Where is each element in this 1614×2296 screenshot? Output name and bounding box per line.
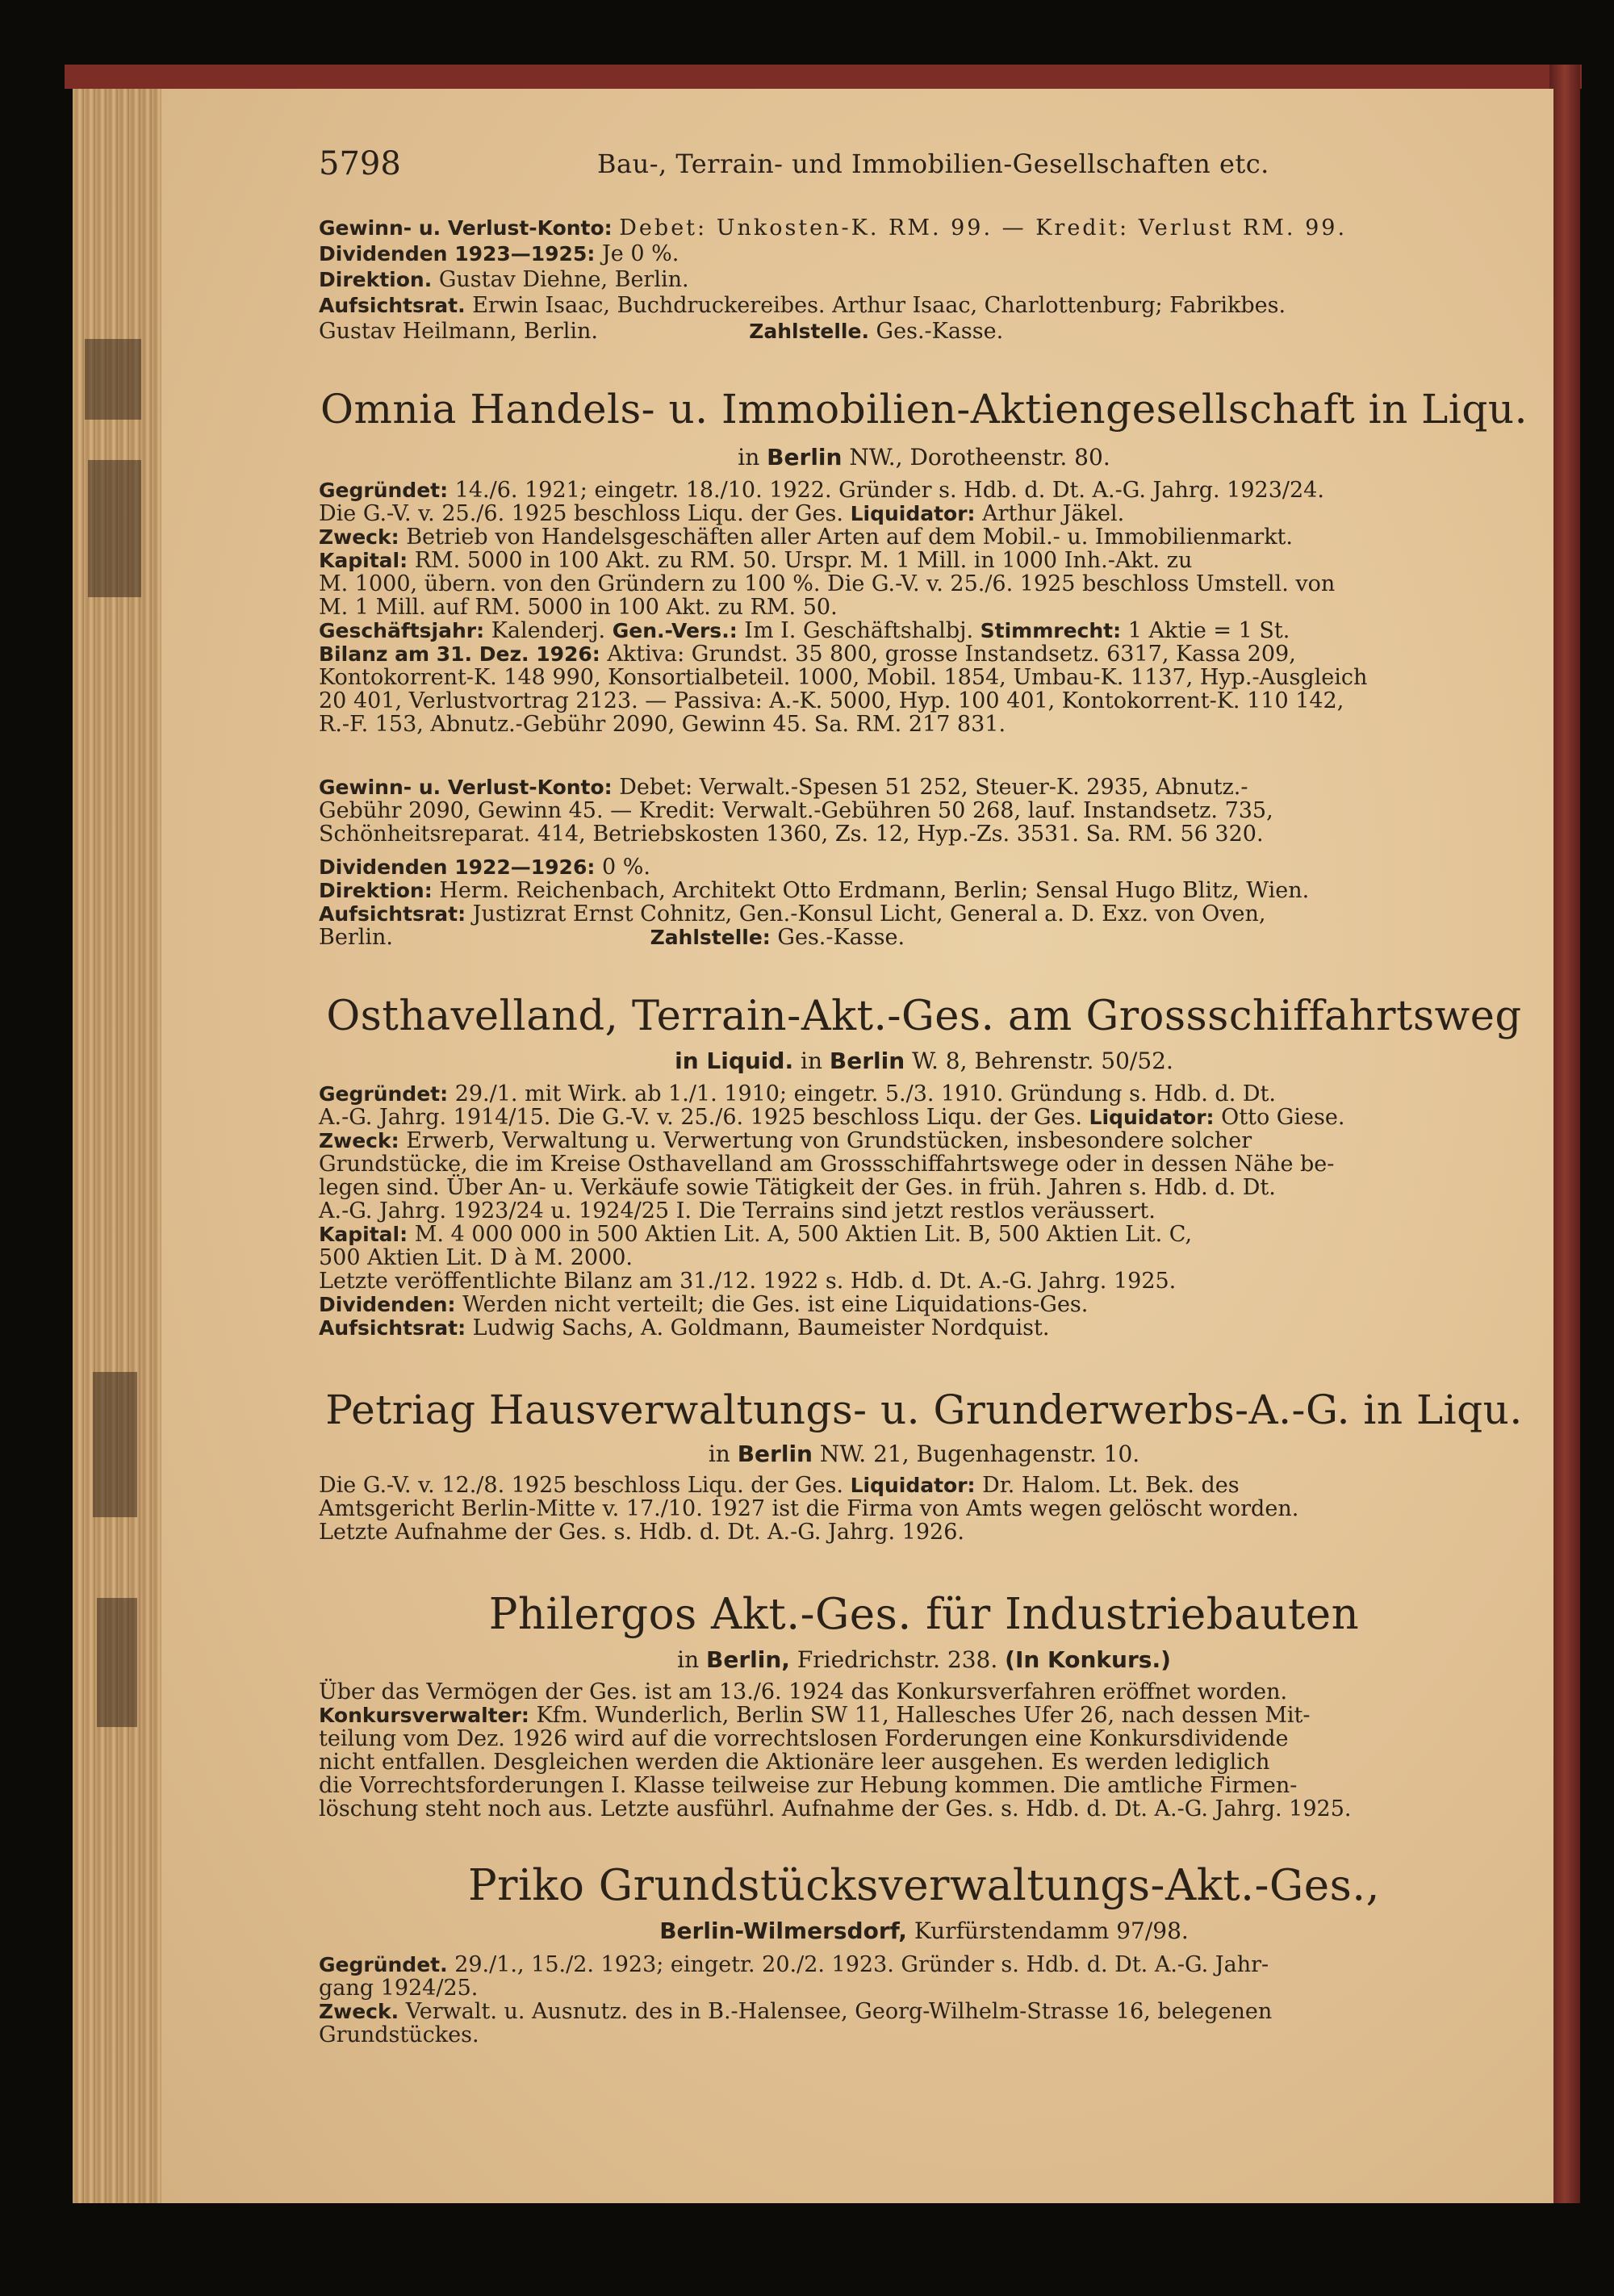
text-line: R.-F. 153, Abnutz.-Gebühr 2090, Gewinn 45. Sa. RM. 217 831. [319, 712, 1006, 737]
text-line: Letzte veröffentlichte Bilanz am 31./12. 1922 s. Hdb. d. Dt. A.-G. Jahrg. 1925. [319, 1269, 1177, 1294]
text-line: Die G.-V. v. 25./6. 1925 beschloss Liqu. der Ges. Liquidator: Arthur Jäkel. [319, 501, 1125, 526]
text-line: löschung steht noch aus. Letzte ausführl. Aufnahme der Ges. s. Hdb. d. Dt. A.-G. Jahrg. 1925. [319, 1796, 1352, 1821]
text-line: Kontokorrent-K. 148 990, Konsortialbeteil. 1000, Mobil. 1854, Umbau-K. 1137, Hyp.-Ausgleich [319, 665, 1368, 690]
text-line: Grundstückes. [319, 2022, 479, 2047]
text-line: Aufsichtsrat: Ludwig Sachs, A. Goldmann, Baumeister Nordquist. [319, 1315, 1050, 1340]
priko-title: Priko Grundstücksverwaltungs-Akt.-Ges., [467, 1861, 1380, 1910]
text-line: Schönheitsreparat. 414, Betriebskosten 1360, Zs. 12, Hyp.-Zs. 3531. Sa. RM. 56 320. [319, 822, 1264, 847]
text-line: die Vorrechtsforderungen I. Klasse teilweise zur Hebung kommen. Die amtliche Firmen- [319, 1773, 1298, 1798]
philergos-title: Philergos Akt.-Ges. für Industriebauten [488, 1590, 1360, 1639]
prev-dividenden-line: Dividenden 1923—1925: Je 0 %. [319, 241, 679, 266]
text-line: 500 Aktien Lit. D à M. 2000. [319, 1245, 633, 1270]
text-line: Kapital: M. 4 000 000 in 500 Aktien Lit. A, 500 Aktien Lit. B, 500 Aktien Lit. C, [319, 1222, 1193, 1247]
text-line: nicht entfallen. Desgleichen werden die Aktionäre leer ausgehen. Es werden lediglich [319, 1750, 1270, 1775]
text-line: Zweck. Verwalt. u. Ausnutz. des in B.-Halensee, Georg-Wilhelm-Strasse 16, belegenen [319, 1999, 1273, 2024]
running-header [319, 145, 1529, 194]
text-line: Gebühr 2090, Gewinn 45. — Kredit: Verwalt.-Gebühren 50 268, lauf. Instandsetz. 735, [319, 798, 1273, 823]
text-line: Geschäftsjahr: Kalenderj. Gen.-Vers.: Im I. Geschäftshalbj. Stimmrecht: 1 Aktie = 1 St. [319, 618, 1290, 643]
book-cover-right-edge [1549, 65, 1580, 2203]
osthavelland-subtitle: in Liquid. in Berlin W. 8, Behrenstr. 50/52. [675, 1048, 1173, 1074]
prev-aufsichtsrat-line-2: Gustav Heilmann, Berlin. Zahlstelle. Ges.-Kasse. [319, 319, 1004, 344]
priko-subtitle: Berlin-Wilmersdorf, Kurfürstendamm 97/98. [659, 1918, 1189, 1944]
text-line: M. 1 Mill. auf RM. 5000 in 100 Akt. zu RM. 50. [319, 595, 838, 620]
text-line: Gewinn- u. Verlust-Konto: Debet: Verwalt.-Spesen 51 252, Steuer-K. 2935, Abnutz.- [319, 775, 1248, 800]
text-line: teilung vom Dez. 1926 wird auf die vorrechtslosen Forderungen eine Konkursdividende [319, 1726, 1289, 1751]
text-line: Zweck: Betrieb von Handelsgeschäften aller Arten auf dem Mobil.- u. Immobilienmarkt. [319, 525, 1293, 550]
text-line: Aufsichtsrat: Justizrat Ernst Cohnitz, Gen.-Konsul Licht, General a. D. Exz. von Oven, [319, 901, 1266, 926]
omnia-subtitle: in Berlin NW., Dorotheenstr. 80. [738, 444, 1110, 470]
text-line: Zweck: Erwerb, Verwaltung u. Verwertung von Grundstücken, insbesondere solcher [319, 1128, 1252, 1153]
prev-gewinn-line: Gewinn- u. Verlust-Konto: Debet: Unkosten-K. RM. 99. — Kredit: Verlust RM. 99. [319, 215, 1348, 240]
text-line: Dividenden: Werden nicht verteilt; die Ges. ist eine Liquidations-Ges. [319, 1292, 1089, 1317]
page-number: 5798 [319, 145, 401, 182]
text-line: Grundstücke, die im Kreise Osthavelland am Grossschiffahrtswege oder in dessen Nähe be- [319, 1152, 1335, 1177]
text-line: Direktion: Herm. Reichenbach, Architekt Otto Erdmann, Berlin; Sensal Hugo Blitz, Wien. [319, 878, 1310, 903]
text-line: Konkursverwalter: Kfm. Wunderlich, Berlin SW 11, Hallesches Ufer 26, nach dessen Mit- [319, 1703, 1311, 1728]
text-line: Amtsgericht Berlin-Mitte v. 17./10. 1927 ist die Firma von Amts wegen gelöscht worden. [319, 1496, 1299, 1521]
text-line: 20 401, Verlustvortrag 2123. — Passiva: A.-K. 5000, Hyp. 100 401, Kontokorrent-K. 110 142, [319, 688, 1344, 713]
petriag-title: Petriag Hausverwaltungs- u. Grunderwerbs-A.-G. in Liqu. [325, 1386, 1523, 1433]
text-line: Gegründet. 29./1., 15./2. 1923; eingetr. 20./2. 1923. Gründer s. Hdb. d. Dt. A.-G. Jahr- [319, 1952, 1269, 1977]
osthavelland-title: Osthavelland, Terrain-Akt.-Ges. am Grossschiffahrtsweg [326, 993, 1522, 1040]
text-line: Dividenden 1922—1926: 0 %. [319, 855, 650, 880]
text-line: A.-G. Jahrg. 1914/15. Die G.-V. v. 25./6. 1925 beschloss Liqu. der Ges. Liquidator: Otto Giese. [319, 1105, 1345, 1130]
prev-direktion-line: Direktion. Gustav Diehne, Berlin. [319, 267, 689, 292]
book-cover-top-edge [65, 65, 1582, 89]
text-line: Bilanz am 31. Dez. 1926: Aktiva: Grundst. 35 800, grosse Instandsetz. 6317, Kassa 209, [319, 642, 1296, 667]
philergos-subtitle: in Berlin, Friedrichstr. 238. (In Konkurs.) [677, 1646, 1171, 1673]
omnia-title: Omnia Handels- u. Immobilien-Aktiengesellschaft in Liqu. [320, 386, 1528, 433]
text-line: M. 1000, übern. von den Gründern zu 100 %. Die G.-V. v. 25./6. 1925 beschloss Umstell. von [319, 571, 1336, 596]
text-line: Kapital: RM. 5000 in 100 Akt. zu RM. 50. Urspr. M. 1 Mill. in 1000 Inh.-Akt. zu [319, 548, 1193, 573]
text-line: legen sind. Über An- u. Verkäufe sowie Tätigkeit der Ges. in früh. Jahren s. Hdb. d. Dt. [319, 1175, 1276, 1200]
text-line: Über das Vermögen der Ges. ist am 13./6. 1924 das Konkursverfahren eröffnet worden. [319, 1679, 1288, 1704]
gutter-bleed-marks [77, 339, 149, 1792]
text-line: gang 1924/25. [319, 1976, 479, 2001]
text-line: Gegründet: 14./6. 1921; eingetr. 18./10. 1922. Gründer s. Hdb. d. Dt. A.-G. Jahrg. 1923/24. [319, 478, 1324, 503]
text-line: Berlin. Zahlstelle: Ges.-Kasse. [319, 925, 905, 950]
text-line: Gegründet: 29./1. mit Wirk. ab 1./1. 1910; eingetr. 5./3. 1910. Gründung s. Hdb. d. Dt. [319, 1081, 1276, 1106]
text-line: Letzte Aufnahme der Ges. s. Hdb. d. Dt. A.-G. Jahrg. 1926. [319, 1520, 964, 1545]
prev-aufsichtsrat-line: Aufsichtsrat. Erwin Isaac, Buchdruckereibes. Arthur Isaac, Charlottenburg; Fabrikbes. [319, 293, 1286, 318]
text-line: A.-G. Jahrg. 1923/24 u. 1924/25 I. Die Terrains sind jetzt restlos veräussert. [319, 1198, 1156, 1223]
text-line: Die G.-V. v. 12./8. 1925 beschloss Liqu. der Ges. Liquidator: Dr. Halom. Lt. Bek. des [319, 1473, 1240, 1498]
petriag-subtitle: in Berlin NW. 21, Bugenhagenstr. 10. [708, 1441, 1140, 1467]
running-title: Bau-, Terrain- und Immobilien-Gesellschaften etc. [597, 148, 1269, 179]
